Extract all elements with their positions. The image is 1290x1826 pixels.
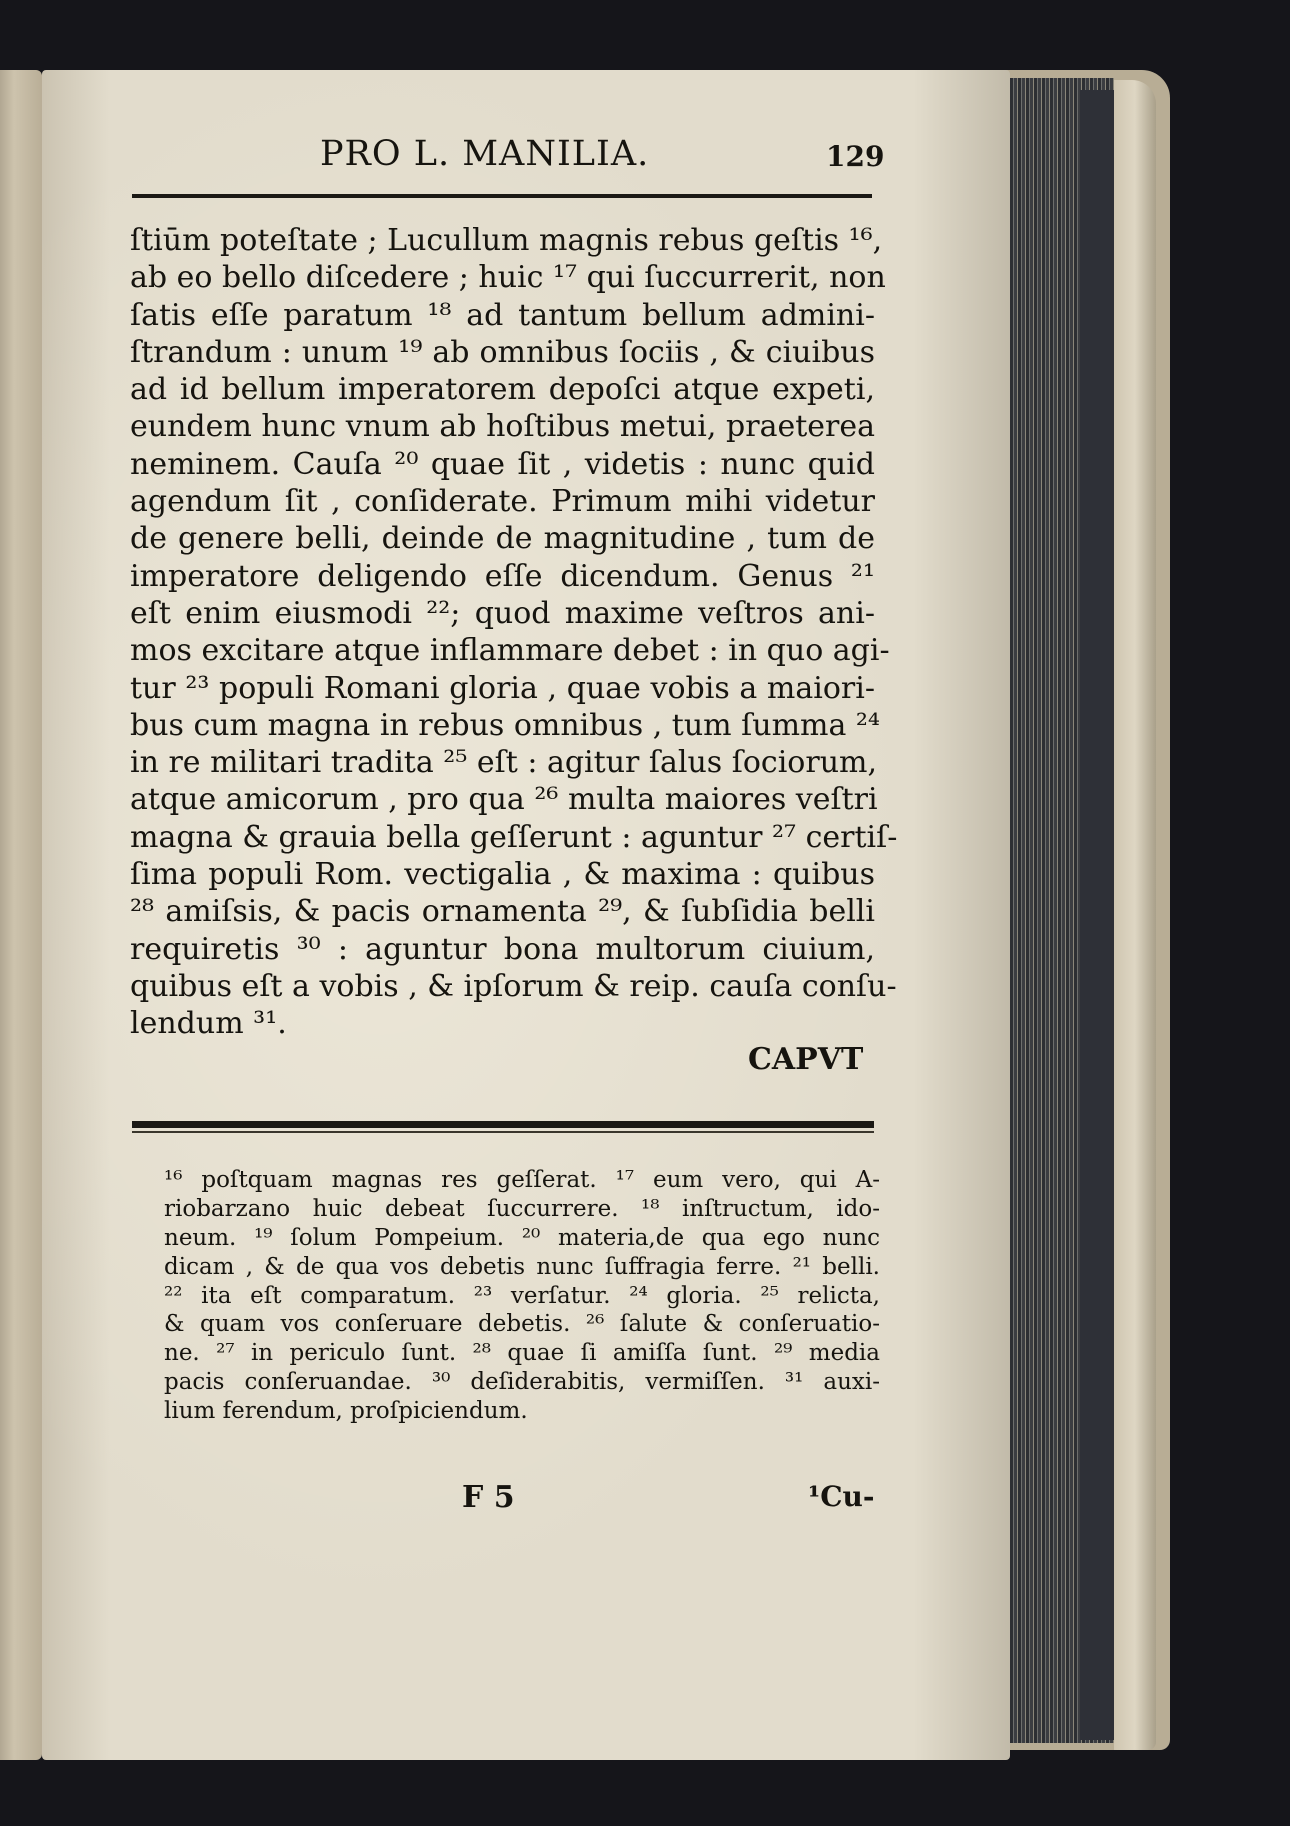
footnote-line: riobarzano huic debeat ſuccurrere. ¹⁸ inſtructum, ido- <box>164 1195 880 1222</box>
footnote-line: & quam vos conſeruare debetis. ²⁶ ſalute & conſeruatio- <box>164 1311 880 1338</box>
footnote-line: dicam , & de qua vos debetis nunc ſuffragia ferre. ²¹ belli. <box>164 1253 880 1280</box>
footnote-line: ne. ²⁷ in periculo ſunt. ²⁸ quae ſi amiſſa ſunt. ²⁹ media <box>164 1340 880 1367</box>
footnote-rule <box>132 1121 874 1128</box>
main-text-line: eundem hunc vnum ab hoſtibus metui, praeterea <box>130 409 875 445</box>
main-text-line: de genere belli, deinde de magnitudine , tum de <box>130 521 875 557</box>
main-text-line: lendum ³¹. <box>130 1006 287 1042</box>
footnote-line: ²² ita eſt comparatum. ²³ verſatur. ²⁴ gloria. ²⁵ relicta, <box>164 1282 880 1309</box>
footnote-rule-thin <box>132 1131 874 1133</box>
page-edges-shadow <box>1080 90 1114 1740</box>
main-text-line: atque amicorum , pro qua ²⁶ multa maiores veſtri <box>130 782 878 818</box>
main-text-line: tur ²³ populi Romani gloria , quae vobis a maiori- <box>130 670 875 706</box>
footnote-line: ¹⁶ poſtquam magnas res geſſerat. ¹⁷ eum vero, qui A- <box>164 1167 880 1193</box>
signature-mark: F 5 <box>462 1480 515 1515</box>
running-head: PRO L. MANILIA. <box>320 134 650 174</box>
footnote-line: pacis conſeruandae. ³⁰ deſiderabitis, vermiſſen. ³¹ auxi- <box>164 1369 880 1396</box>
main-text-line: eſt enim eiusmodi ²²; quod maxime veſtros ani- <box>130 595 875 631</box>
main-text-line: ſatis eſſe paratum ¹⁸ ad tantum bellum admini- <box>130 297 875 333</box>
main-text-line: in re militari tradita ²⁵ eſt : agitur ſalus ſociorum, <box>130 745 878 781</box>
main-text-line: ſima populi Rom. vectigalia , & maxima : quibus <box>130 857 875 893</box>
footnote-line: neum. ¹⁹ ſolum Pompeium. ²⁰ materia,de qua ego nunc <box>164 1224 880 1251</box>
main-text-line: bus cum magna in rebus omnibus , tum ſumma ²⁴ <box>130 707 880 743</box>
main-text-line: agendum ſit , conſiderate. Primum mihi videtur <box>130 484 875 520</box>
main-text-line: magna & grauia bella geſſerunt : aguntur ²⁷ certiſ- <box>130 819 898 855</box>
main-text-line: imperatore deligendo eſſe dicendum. Genus ²¹ <box>130 558 875 594</box>
catchword-bottom: ¹Cu- <box>808 1480 875 1513</box>
main-text-line: ad id bellum imperatorem depoſci atque expeti, <box>130 372 875 408</box>
cover-edge <box>1114 80 1156 1750</box>
footnotes-block <box>164 1166 880 1426</box>
main-text-line: quibus eſt a vobis , & ipſorum & reip. cauſa conſu- <box>130 968 897 1004</box>
header-rule <box>132 194 872 198</box>
main-text-line: ſtiūm poteſtate ; Lucullum magnis rebus geſtis ¹⁶, <box>130 223 883 258</box>
main-text-line: mos excitare atque inflammare debet : in quo agi- <box>130 633 890 669</box>
main-text-block <box>130 222 898 1043</box>
footnote-line: lium ferendum, proſpiciendum. <box>164 1398 528 1425</box>
page-number: 129 <box>826 140 885 173</box>
main-text-line: ſtrandum : unum ¹⁹ ab omnibus ſociis , & ciuibus <box>130 334 875 370</box>
catchword-caput: CAPVT <box>748 1042 864 1077</box>
main-text-line: ²⁸ amiſsis, & pacis ornamenta ²⁹, & ſubſidia belli <box>130 894 875 930</box>
main-text-line: neminem. Cauſa ²⁰ quae ſit , videtis : nunc quid <box>130 446 875 482</box>
main-text-line: requiretis ³⁰ : aguntur bona multorum ciuium, <box>130 931 875 967</box>
main-text-line: ab eo bello diſcedere ; huic ¹⁷ qui ſuccurrerit, non <box>130 260 886 296</box>
facing-page-edge <box>0 70 42 1760</box>
